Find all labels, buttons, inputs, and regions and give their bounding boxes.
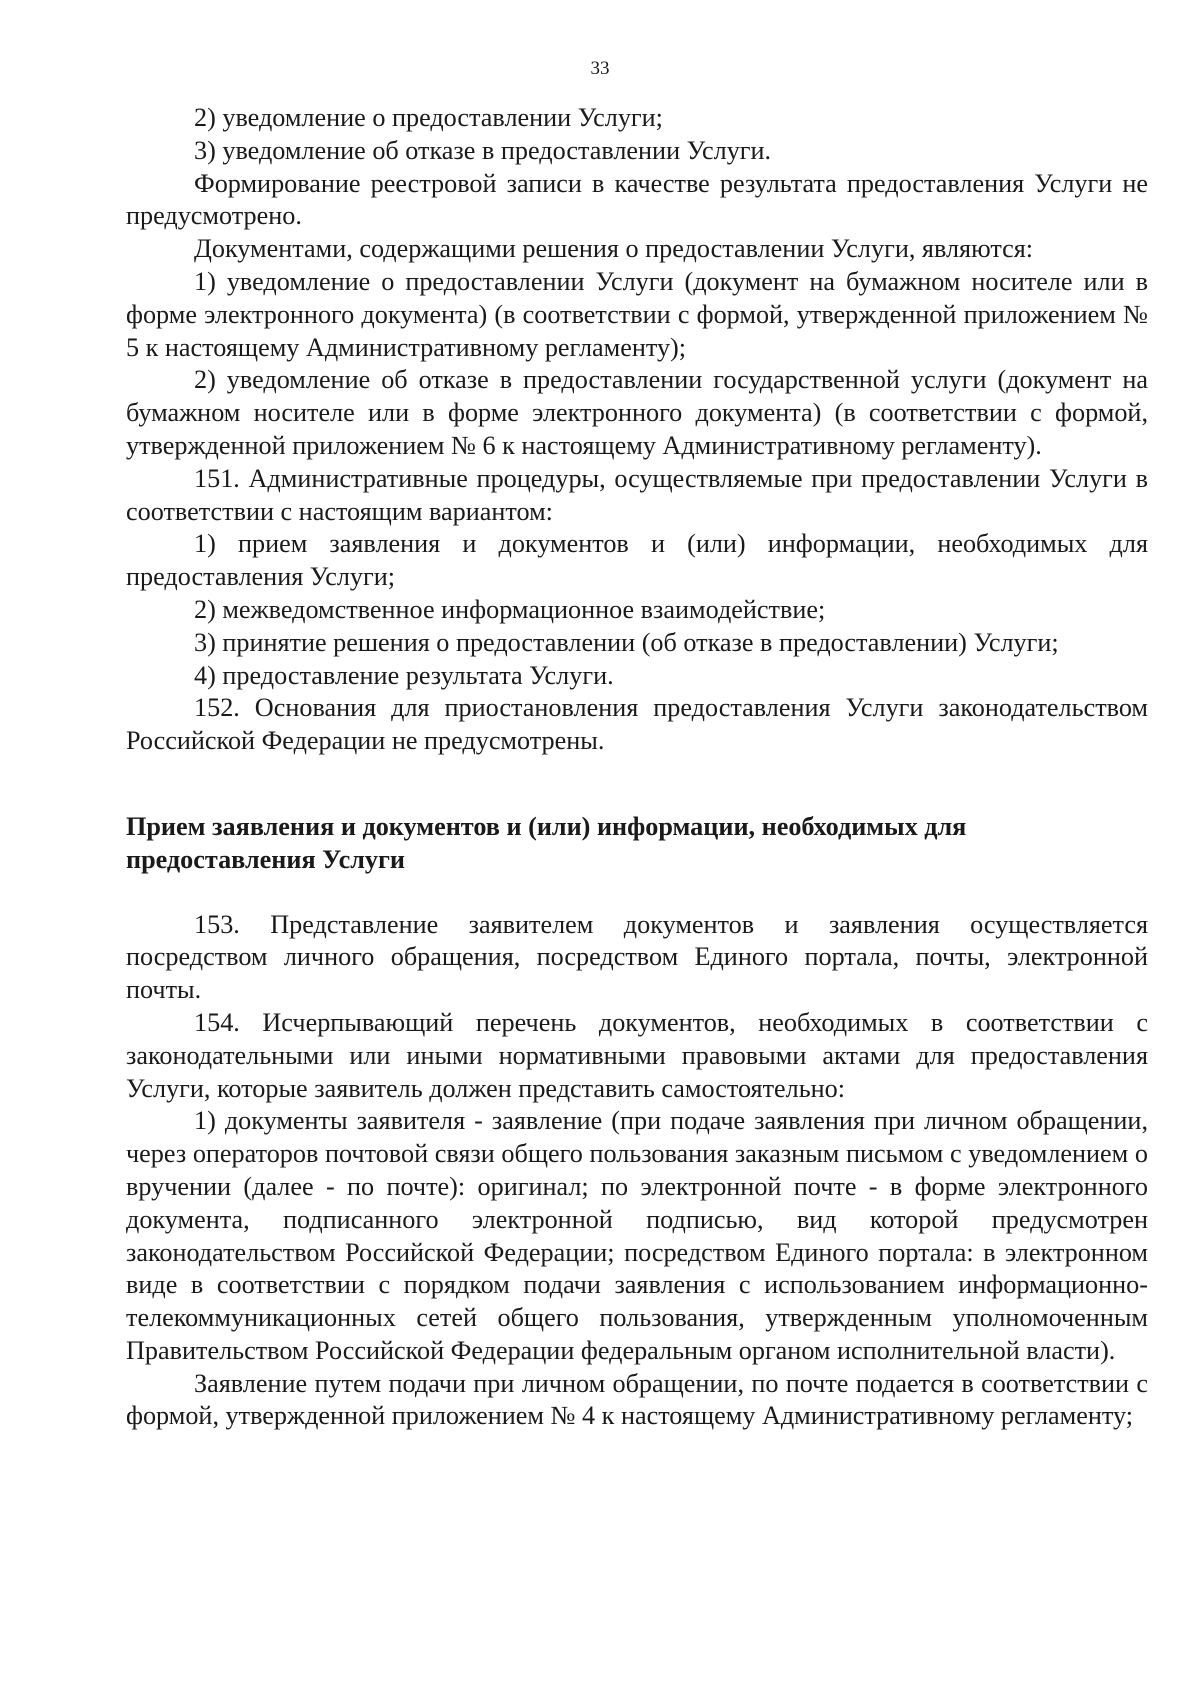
spacer [126, 758, 1148, 811]
paragraph: 3) принятие решения о предоставлении (об отказе в предоставлении) Услуги; [194, 627, 1059, 657]
section-heading-line-2: предоставления Услуги [126, 844, 405, 874]
paragraph: 154. Исчерпывающий перечень документов, необходимых в соответствии с законодательными или иными нормативными правовыми актами для предоставления Услуги, которые заявитель должен представить самостоятельно: [126, 1007, 1148, 1103]
paragraph: 1) прием заявления и документов и (или) информации, необходимых для предоставления Услуги; [126, 529, 1148, 592]
paragraph: Документами, содержащими решения о предоставлении Услуги, являются: [194, 234, 1034, 264]
paragraph: 3) уведомление об отказе в предоставлении Услуги. [194, 135, 772, 165]
section-heading-line-1: Прием заявления и документов и (или) информации, необходимых для [126, 811, 967, 841]
paragraph: Заявление путем подачи при личном обращении, по почте подается в соответствии с формой, утвержденной приложением № 4 к настоящему Административному регламенту; [126, 1368, 1148, 1431]
paragraph: 2) уведомление о предоставлении Услуги; [194, 103, 663, 132]
spacer [126, 877, 1148, 909]
page-number: 33 [590, 58, 610, 79]
paragraph: 1) документы заявителя - заявление (при подаче заявления при личном обращении, через операторов почтовой связи общего пользования заказным письмом с уведомлением о вручении (далее - по почте): оригинал; по электронной почте - в форме электронного документа, подписанного электронной подписью, вид которой предусмотрен законодательством Российской Федерации; посредством Единого портала: в электронном виде в соответствии с порядком подачи заявления с использованием информационно-телекоммуникационных сетей общего пользования, утвержденным уполномоченным Правительством Российской Федерации федеральным органом исполнительной власти). [126, 1106, 1148, 1365]
paragraph: 1) уведомление о предоставлении Услуги (документ на бумажном носителе или в форме электронного документа) (в соответствии с формой, утвержденной приложением № 5 к настоящему Административному регламенту); [126, 266, 1148, 362]
paragraph: Формирование реестровой записи в качестве результата предоставления Услуги не предусмотрено. [126, 168, 1148, 231]
paragraph: 153. Представление заявителем документов и заявления осуществляется посредством личного обращения, посредством Единого портала, почты, электронной почты. [126, 909, 1148, 1005]
paragraph: 2) межведомственное информационное взаимодействие; [194, 594, 826, 624]
paragraph: 2) уведомление об отказе в предоставлении государственной услуги (документ на бумажном носителе или в форме электронного документа) (в соответствии с формой, утвержденной приложением № 6 к настоящему Административному регламенту). [126, 365, 1148, 460]
document-body [126, 102, 1148, 1433]
paragraph: 151. Административные процедуры, осуществляемые при предоставлении Услуги в соответствии с настоящим вариантом: [126, 463, 1148, 526]
paragraph: 152. Основания для приостановления предоставления Услуги законодательством Российской Федерации не предусмотрены. [126, 693, 1148, 756]
paragraph: 4) предоставление результата Услуги. [194, 660, 614, 690]
